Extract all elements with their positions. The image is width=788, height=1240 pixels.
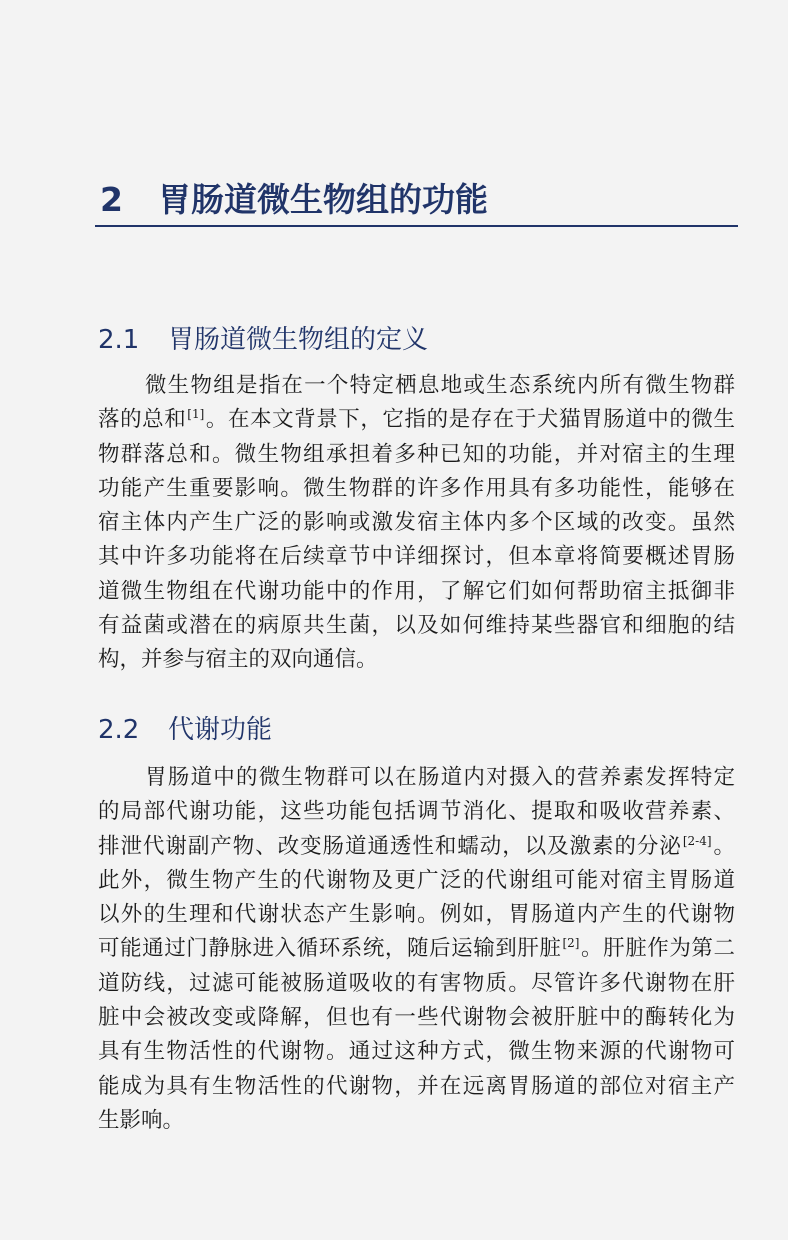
text-run: 道微生物组在代谢功能中的作用，了解它们如何帮助宿主抵御非 (98, 578, 735, 604)
text-run: 生影响。 (98, 1107, 185, 1133)
paragraph-line (98, 369, 735, 403)
paragraph-line (98, 898, 735, 932)
paragraph-line (98, 795, 735, 829)
text-run: 排泄代谢副产物、改变肠道通透性和蠕动，以及激素的分泌 (98, 833, 682, 859)
paragraph-line (98, 1104, 735, 1138)
text-run: 宿主体内产生广泛的影响或激发宿主体内多个区域的改变。虽然 (98, 510, 735, 536)
text-run: 落的总和 (98, 407, 187, 433)
text-run: 功能产生重要影响。微生物群的许多作用具有多功能性，能够在 (98, 475, 735, 501)
text-run: 可能通过门静脉进入循环系统，随后运输到肝脏 (98, 936, 562, 962)
text-run: 。 (712, 833, 735, 859)
section-body (98, 369, 735, 678)
paragraph-line (98, 609, 735, 643)
paragraph (98, 369, 735, 678)
paragraph-line (98, 1070, 735, 1104)
paragraph-line (98, 1035, 735, 1069)
section-number: 2.2 (98, 715, 140, 745)
text-run: 能成为具有生物活性的代谢物，并在远离胃肠道的部位对宿主产 (98, 1073, 735, 1099)
text-run: 其中许多功能将在后续章节中详细探讨，但本章将简要概述胃肠 (98, 544, 735, 570)
section-body (98, 761, 735, 1138)
text-run: 构，并参与宿主的双向通信。 (98, 647, 378, 673)
paragraph-line (98, 540, 735, 574)
text-run: 胃肠道中的微生物群可以在肠道内对摄入的营养素发挥特定 (145, 765, 735, 790)
paragraph-line (98, 1001, 735, 1035)
citation-ref: [2] (562, 936, 580, 951)
section-number: 2.1 (98, 325, 140, 355)
paragraph-line (98, 643, 735, 677)
text-run: 此外，微生物产生的代谢物及更广泛的代谢组可能对宿主胃肠道 (98, 867, 735, 893)
paragraph-line (98, 506, 735, 540)
paragraph-line (98, 864, 735, 898)
text-run: 。在本文背景下，它指的是存在于犬猫胃肠道中的微生 (205, 407, 735, 433)
section-heading (98, 322, 428, 358)
text-run: 具有生物活性的代谢物。通过这种方式，微生物来源的代谢物可 (98, 1039, 735, 1065)
chapter-number: 2 (100, 180, 123, 219)
paragraph-line (98, 575, 735, 609)
chapter-divider (95, 225, 738, 227)
citation-ref: [2-4] (682, 833, 712, 848)
section-title: 代谢功能 (168, 715, 273, 745)
text-run: 的局部代谢功能，这些功能包括调节消化、提取和吸收营养素、 (98, 799, 735, 825)
citation-ref: [1] (187, 407, 205, 422)
paragraph-line (98, 472, 735, 506)
text-run: 。肝脏作为第二 (580, 936, 735, 962)
chapter-heading (100, 178, 488, 222)
section-title: 胃肠道微生物组的定义 (168, 325, 429, 355)
paragraph-line (98, 438, 735, 472)
paragraph-line (98, 403, 735, 437)
text-run: 微生物组是指在一个特定栖息地或生态系统内所有微生物群 (145, 373, 735, 398)
text-run: 有益菌或潜在的病原共生菌，以及如何维持某些器官和细胞的结 (98, 613, 735, 639)
text-run: 物群落总和。微生物组承担着多种已知的功能，并对宿主的生理 (98, 441, 735, 467)
section-heading (98, 712, 272, 748)
paragraph-line (98, 967, 735, 1001)
text-run: 脏中会被改变或降解，但也有一些代谢物会被肝脏中的酶转化为 (98, 1005, 735, 1031)
text-run: 以外的生理和代谢状态产生影响。例如，胃肠道内产生的代谢物 (98, 902, 735, 928)
paragraph (98, 761, 735, 1138)
chapter-title: 胃肠道微生物组的功能 (158, 180, 488, 219)
paragraph-line (98, 932, 735, 966)
text-run: 道防线，过滤可能被肠道吸收的有害物质。尽管许多代谢物在肝 (98, 970, 735, 996)
paragraph-line (98, 830, 735, 864)
paragraph-line (98, 761, 735, 795)
